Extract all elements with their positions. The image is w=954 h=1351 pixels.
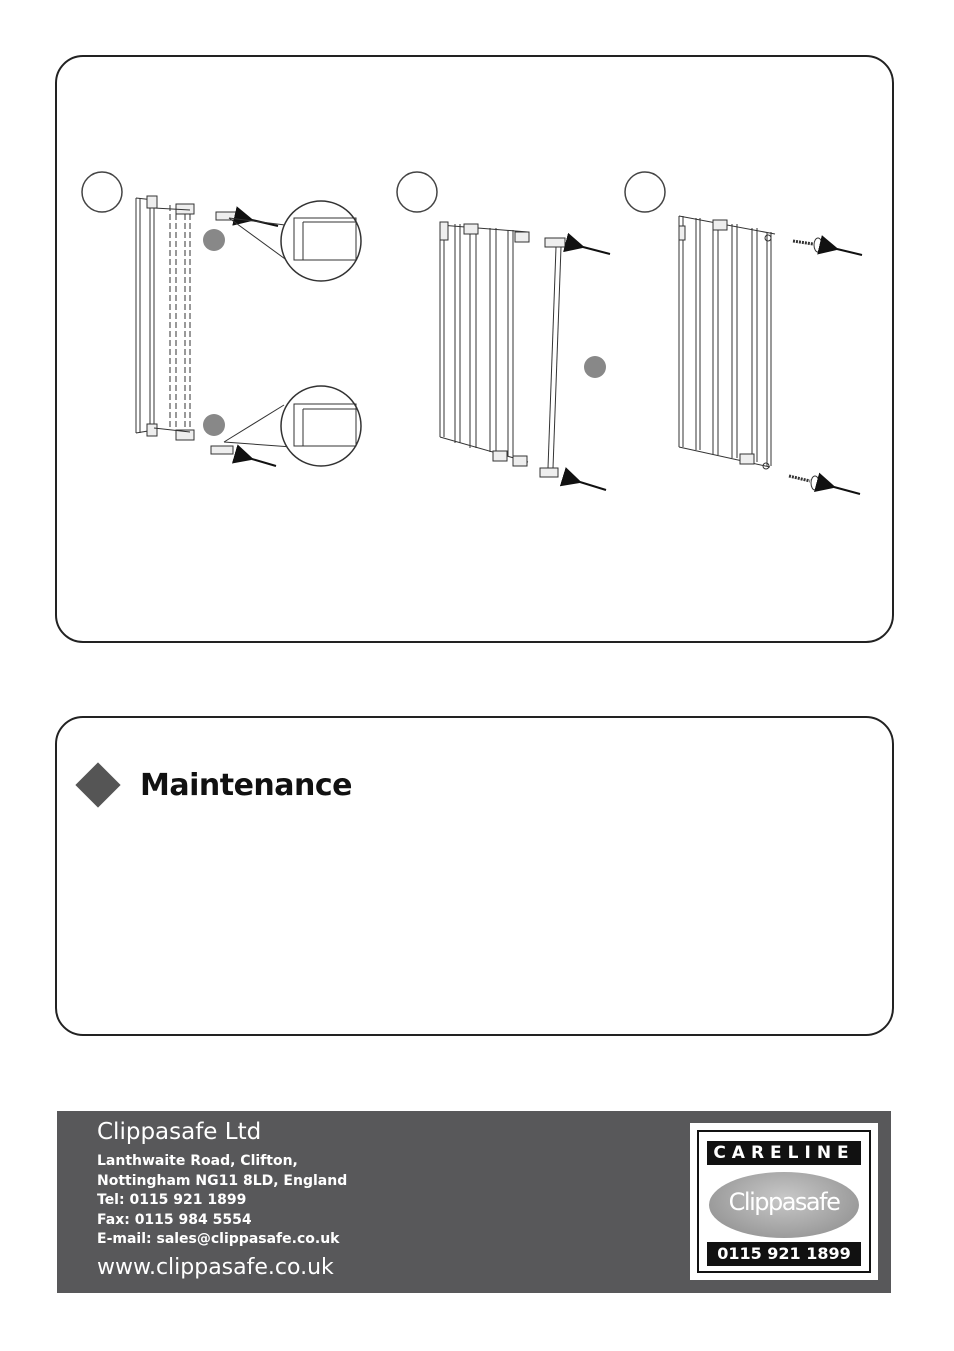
arrow-icon	[583, 247, 610, 254]
callout-magnifier-icon	[224, 386, 361, 466]
arrow-icon	[580, 482, 606, 490]
step-marker-3	[625, 172, 665, 212]
step2-gate-frame	[440, 222, 529, 466]
step-marker-1	[82, 172, 122, 212]
clippasafe-logo	[709, 1172, 859, 1238]
website-link[interactable]: www.clippasafe.co.uk	[97, 1255, 334, 1280]
maintenance-heading: Maintenance	[140, 767, 353, 803]
maintenance-heading-row	[76, 762, 352, 808]
step2-extension-bar	[540, 238, 565, 477]
step-marker-2	[397, 172, 437, 212]
arrow-icon	[834, 487, 860, 494]
careline-title: CARELINE	[707, 1141, 861, 1165]
step1-gate-frame	[136, 196, 194, 440]
careline-frame	[697, 1130, 871, 1273]
fax: Fax: 0115 984 5554	[97, 1212, 252, 1228]
step1-part-marker-bottom	[203, 414, 225, 436]
careline-badge	[690, 1123, 878, 1280]
address-line-1: Lanthwaite Road, Clifton,	[97, 1153, 298, 1169]
step3-bottom-pin	[789, 476, 819, 490]
step2-part-marker	[584, 356, 606, 378]
step1-part-marker-top	[203, 229, 225, 251]
clippasafe-logo-text: Clippasafe	[728, 1188, 840, 1216]
arrow-icon	[252, 459, 276, 466]
callout-magnifier-icon	[229, 201, 361, 281]
telephone: Tel: 0115 921 1899	[97, 1192, 247, 1208]
email: E-mail: sales@clippasafe.co.uk	[97, 1231, 340, 1247]
company-footer	[57, 1111, 891, 1293]
step3-gate-frame	[679, 216, 775, 469]
arrow-icon	[837, 249, 862, 255]
step1-bottom-endcap	[211, 446, 233, 454]
step3-top-pin	[793, 238, 822, 252]
careline-phone: 0115 921 1899	[707, 1242, 861, 1266]
diamond-bullet-icon	[75, 762, 120, 807]
address-line-2: Nottingham NG11 8LD, England	[97, 1173, 348, 1189]
company-name: Clippasafe Ltd	[97, 1119, 262, 1145]
